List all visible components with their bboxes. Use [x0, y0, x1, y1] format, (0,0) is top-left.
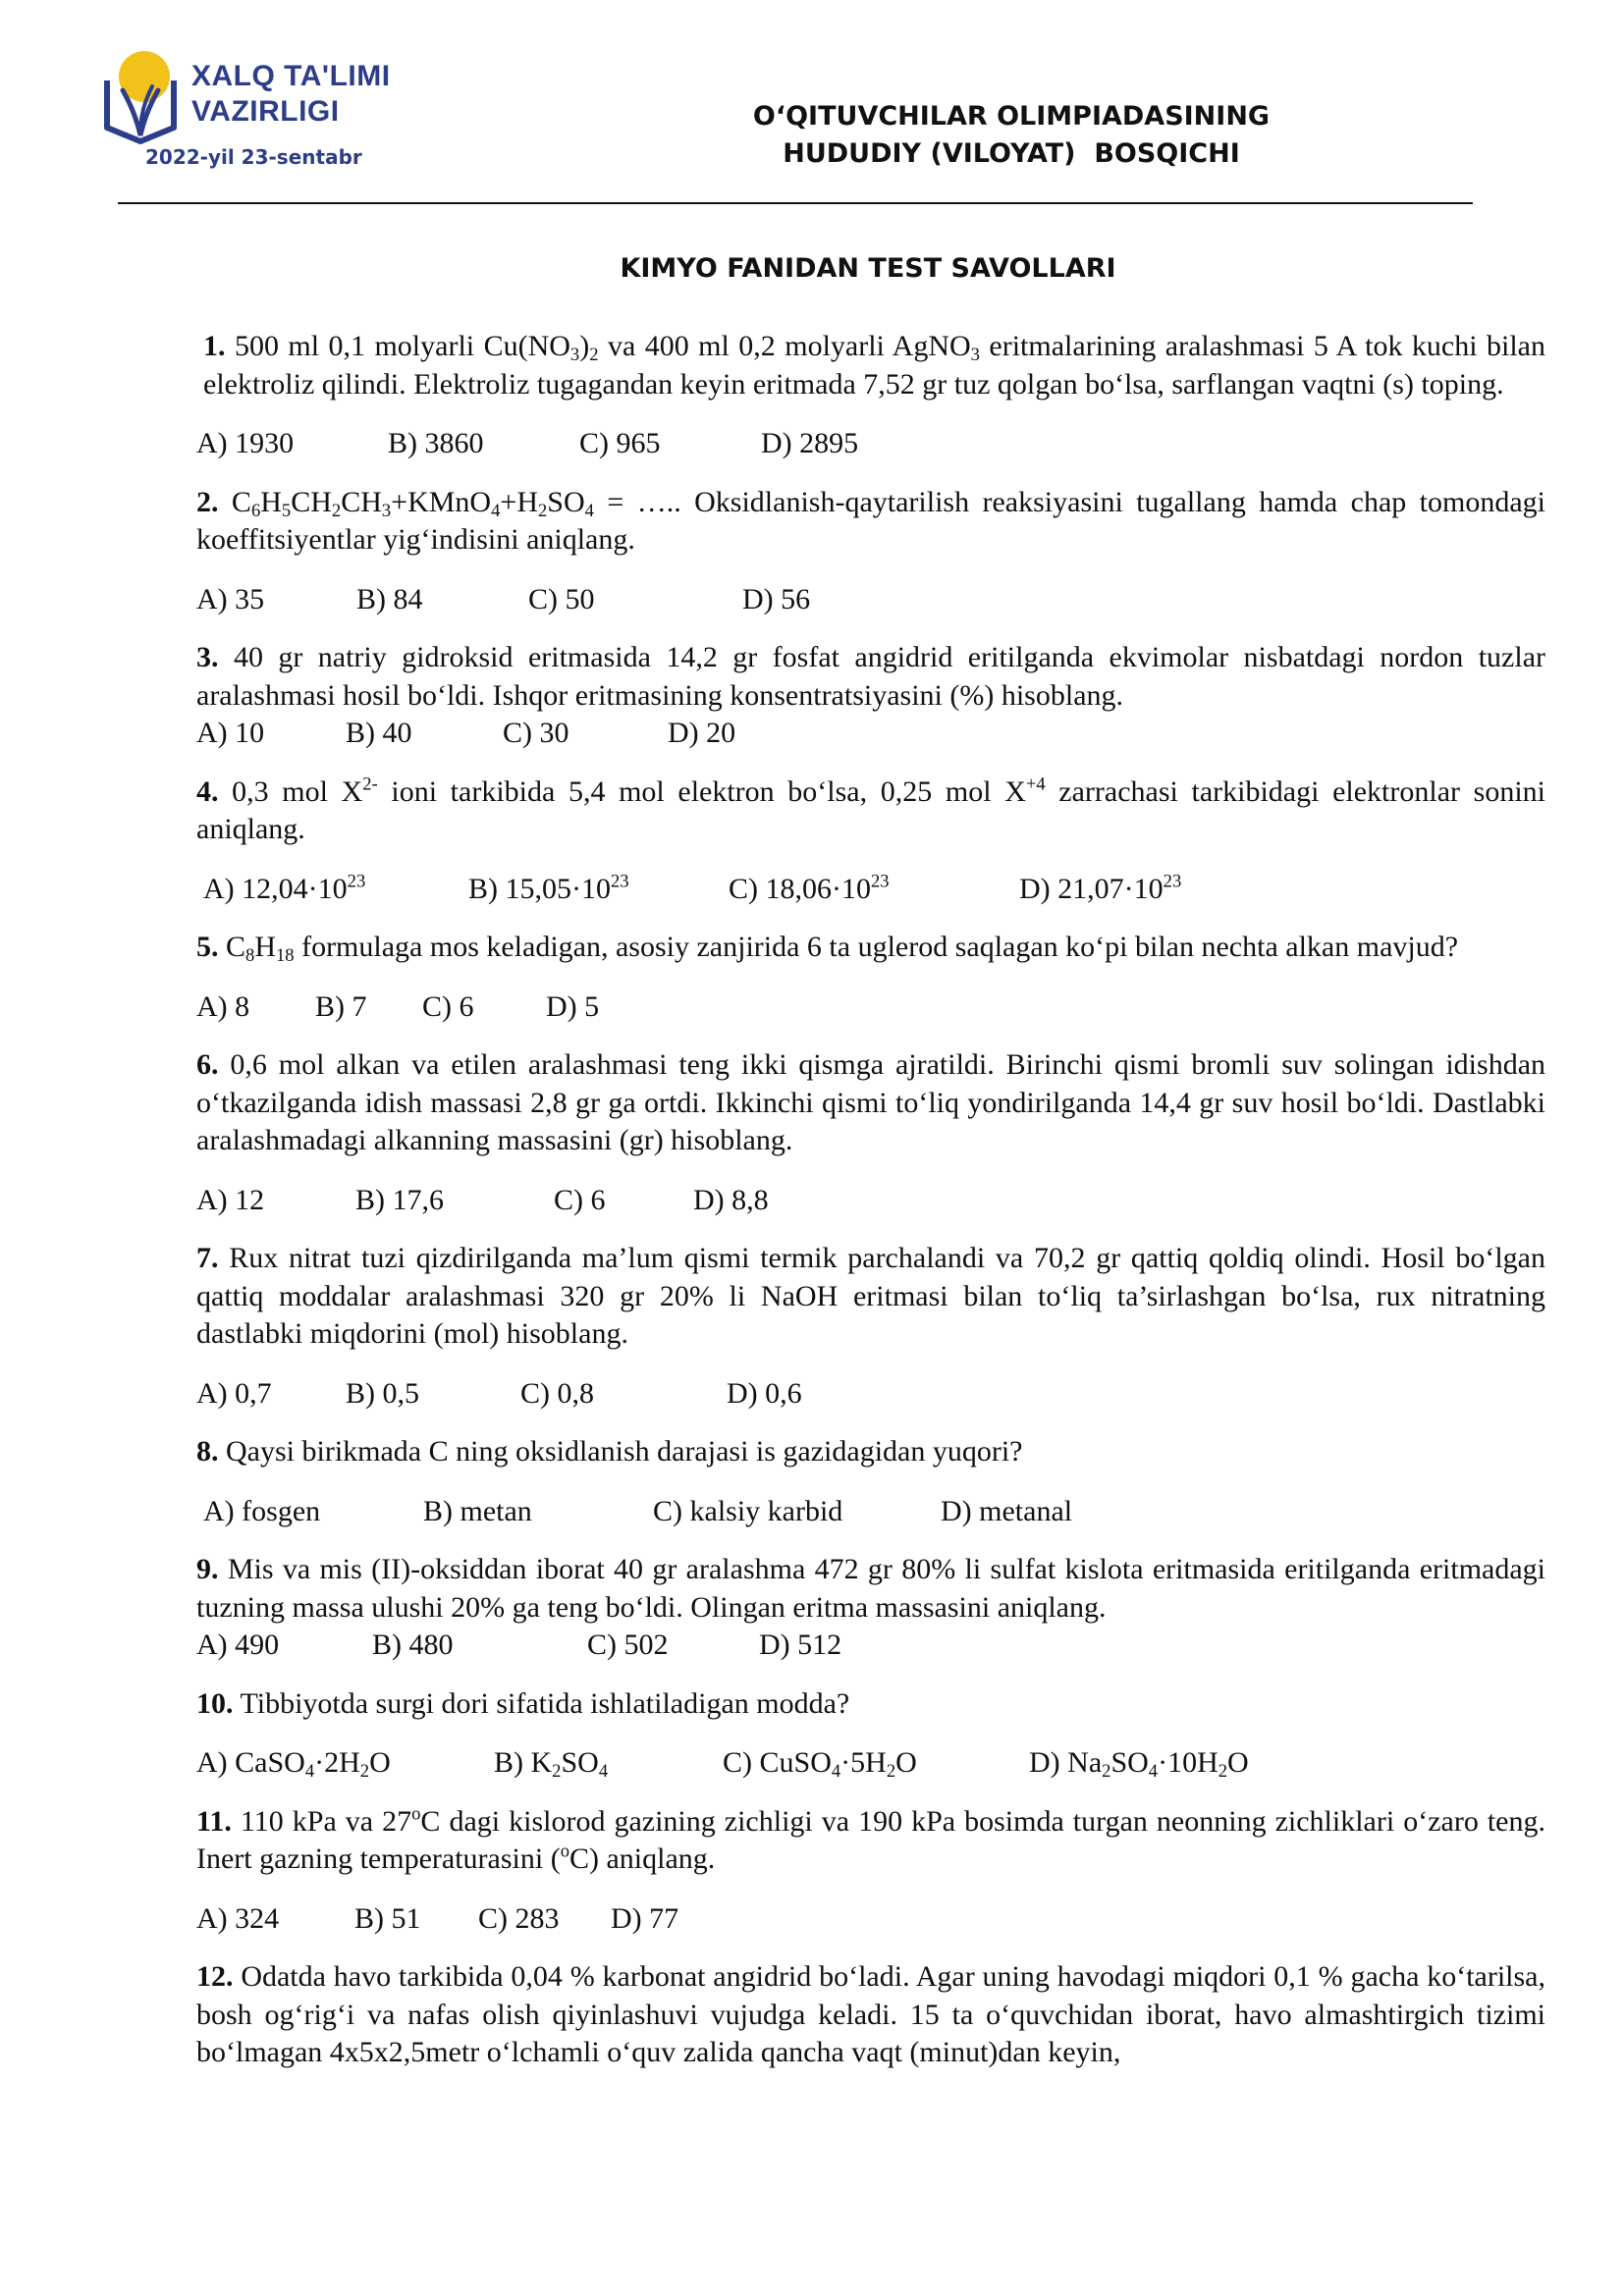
answer-option-a: A) 10	[196, 717, 265, 749]
answer-option-c: C) 6	[554, 1183, 606, 1216]
question-body: Rux nitrat tuzi qizdirilganda ma’lum qismi termik parchalandi va 70,2 gr qattiq qoldiq olindi. Hosil bo‘lgan qattiq moddalar aralashmasi 320 gr 20% li NaOH eritmasi bilan to‘liq ta’sirlashgan bo‘lsa, rux nitratning dastlabki miqdorini (mol) hisoblang.	[196, 1242, 1545, 1350]
answer-option-c: C) 30	[503, 717, 569, 749]
question-body: $C_8H_{18}$ formulaga mos keladigan, asosiy zanjirida 6 ta uglerod saqlagan ko‘pi bilan nechta alkan mavjud?	[226, 931, 1459, 967]
answer-option-b: B) $K_2SO_4$	[494, 1746, 609, 1783]
event-title-line-2: HUDUDIY (VILOYAT) BOSQICHI	[783, 138, 1240, 169]
question-body: 40 gr natriy gidroksid eritmasida 14,2 gr fosfat angidrid eritilganda ekvimolar nisbatdagi nordon tuzlar aralashmasi hosil bo‘ldi. Ishqor eritmasining konsentratsiyasini (%) hisoblang.	[196, 641, 1545, 712]
document-title: KIMYO FANIDAN TEST SAVOLLARI	[620, 253, 1116, 284]
question-body: Qaysi birikmada C ning oksidlanish darajasi is gazidagidan yuqori?	[226, 1435, 1023, 1468]
answer-option-b: B) 0,5	[346, 1376, 419, 1410]
answer-option-a: A) 8	[196, 989, 250, 1023]
question-body: Mis va mis (II)-oksiddan iborat 40 gr aralashma 472 gr 80% li sulfat kislota eritmasida eritilganda eritmadagi tuzning massa ulushi 20% ga teng bo‘ldi. Olingan eritma massasini aniqlang.	[196, 1553, 1546, 1624]
answer-option-a: A) $CaSO_4\cdot 2H_2O$	[196, 1746, 391, 1783]
answer-option-d: D) 0,6	[727, 1376, 802, 1410]
question-6	[196, 1046, 1545, 1219]
answer-option-b: B) 84	[356, 582, 423, 615]
answer-option-a: A) 1930	[196, 427, 295, 459]
question-10	[196, 1685, 1545, 1783]
question-text	[196, 1433, 1545, 1471]
answer-option-c: C) $CuSO_4\cdot 5H_2O$	[723, 1746, 917, 1783]
answer-option-b: B) metan	[423, 1494, 532, 1527]
event-date: 2022-yil 23-sentabr	[145, 145, 362, 169]
question-text	[196, 1240, 1545, 1354]
question-number: 1.	[203, 330, 226, 362]
answer-option-d: D) 8,8	[693, 1183, 769, 1216]
answer-option-a: A) fosgen	[203, 1494, 321, 1527]
question-number: 5.	[196, 931, 219, 963]
answer-options	[196, 1182, 1545, 1220]
answer-option-d: D) 77	[611, 1901, 679, 1935]
question-9	[196, 1551, 1545, 1665]
question-number: 11.	[196, 1804, 232, 1838]
answer-option-c: C) 965	[579, 427, 661, 459]
question-7	[196, 1240, 1545, 1413]
question-body: 0,3 mol $X^{2-}$ ioni tarkibida 5,4 mol elektron bo‘lsa, 0,25 mol $X^{+4}$ zarrachasi tarkibidagi elektronlar sonini aniqlang.	[196, 773, 1545, 845]
question-body: Tibbiyotda surgi dori sifatida ishlatiladigan modda?	[240, 1686, 850, 1720]
answer-option-c: C) $18,06\cdot 10^{23}$	[729, 870, 890, 905]
question-list	[196, 328, 1545, 2072]
ministry-name-line-1: XALQ TA'LIMI	[191, 60, 391, 92]
question-number: 2.	[196, 485, 219, 518]
question-body: $C_6H_5CH_2CH_3+KMnO_4+H_2SO_4$ = ….. Oksidlanish-qaytarilish reaksiyasini tugallang hamda chap tomondagi koeffitsiyentlar yig‘indisini aniqlang.	[196, 485, 1545, 556]
event-title-line-1: O‘QITUVCHILAR OLIMPIADASINING	[752, 101, 1271, 132]
question-number: 10.	[196, 1686, 234, 1720]
question-2	[196, 484, 1545, 619]
question-3	[196, 639, 1545, 753]
answer-option-a: A) 324	[196, 1901, 280, 1935]
answer-option-a: A) 0,7	[196, 1376, 272, 1410]
answer-option-d: D) 56	[742, 582, 811, 615]
question-5	[196, 929, 1545, 1026]
question-number: 12.	[196, 1960, 234, 1993]
answer-options	[196, 425, 1545, 463]
answer-options	[196, 988, 1545, 1027]
page-header	[0, 0, 1624, 226]
ministry-name	[191, 59, 391, 130]
question-body: 500 ml 0,1 molyarli $Cu(NO_3)_2$ va 400 ml 0,2 molyarli AgNO$_3$ eritmalarining aralashmasi 5 A tok kuchi bilan elektroliz qilindi. Elektroliz tugagandan keyin eritmada 7,52 gr tuz qolgan bo‘lsa, sarflangan vaqtni (s) toping.	[203, 330, 1545, 400]
answer-options	[196, 1744, 1545, 1783]
answer-option-b: B) $15,05\cdot 10^{23}$	[468, 870, 629, 905]
question-body: 110 kPa va 27$^o$C dagi kislorod gazining zichligi va 190 kPa bosimda turgan neonning zichliklari o‘zaro teng. Inert gazning temperaturasini ($^o$C) aniqlang.	[196, 1802, 1545, 1875]
answer-options	[196, 871, 1545, 909]
question-text	[196, 774, 1545, 849]
question-number: 9.	[196, 1553, 219, 1585]
question-text	[196, 328, 1545, 403]
answer-option-d: D) 512	[759, 1629, 842, 1661]
question-text	[196, 1958, 1545, 2072]
question-1	[196, 328, 1545, 463]
answer-option-a: A) 12	[196, 1183, 265, 1216]
answer-option-d: D) $Na_2SO_4\cdot 10H_2O$	[1029, 1746, 1249, 1783]
answer-options	[196, 1375, 1545, 1414]
answer-option-b: B) 480	[372, 1629, 454, 1661]
answer-option-a: A) 35	[196, 582, 265, 615]
ministry-logo	[101, 47, 396, 145]
answer-option-d: D) 2895	[761, 427, 859, 459]
answer-options	[196, 581, 1545, 619]
question-number: 8.	[196, 1435, 219, 1468]
question-body: 0,6 mol alkan va etilen aralashmasi teng ikki qismga ajratildi. Birinchi qismi bromli suv solingan idishdan o‘tkazilganda idish massasi 2,8 gr ga ortdi. Ikkinchi qismi to‘liq yondirilganda 14,4 gr suv hosil bo‘ldi. Dastlabki aralashmadagi alkanning massasini (gr) hisoblang.	[196, 1048, 1546, 1156]
answer-option-a: A) 490	[196, 1629, 280, 1661]
question-number: 6.	[196, 1048, 219, 1081]
question-4	[196, 774, 1545, 909]
event-title	[687, 98, 1335, 173]
answer-option-d: D) 5	[546, 989, 600, 1023]
answer-options	[196, 1900, 1545, 1939]
answer-option-b: B) 40	[346, 717, 412, 749]
answer-option-a: A) $12,04\cdot 10^{23}$	[203, 870, 366, 905]
question-text	[196, 639, 1545, 715]
header-divider	[118, 202, 1473, 204]
answer-option-b: B) 7	[315, 989, 367, 1023]
ministry-name-line-2: VAZIRLIGI	[191, 95, 340, 128]
question-text	[196, 1551, 1545, 1627]
answer-option-d: D) metanal	[941, 1494, 1073, 1527]
answer-options	[196, 715, 1545, 753]
answer-options	[196, 1627, 1545, 1665]
question-text	[196, 1046, 1545, 1160]
answer-option-b: B) 17,6	[355, 1183, 444, 1216]
question-12	[196, 1958, 1545, 2072]
answer-option-d: D) $21,07\cdot 10^{23}$	[1019, 870, 1182, 905]
answer-option-b: B) 51	[354, 1901, 421, 1935]
question-number: 7.	[196, 1242, 219, 1274]
question-text	[196, 484, 1545, 560]
question-8	[196, 1433, 1545, 1530]
answer-option-c: C) 50	[528, 582, 595, 615]
answer-options	[196, 1493, 1545, 1531]
question-text	[196, 1685, 1545, 1724]
question-number: 4.	[196, 774, 219, 808]
question-body: Odatda havo tarkibida 0,04 % karbonat angidrid bo‘ladi. Agar uning havodagi miqdori 0,1 % gacha ko‘tarilsa, bosh og‘rig‘i va nafas olish qiyinlashuvi vujudga keladi. 15 ta o‘quvchidan iborat, havo almashtirgich tizimi bo‘lmagan 4x5x2,5metr o‘lchamli o‘quv zalida qancha vaqt (minut)dan keyin,	[196, 1960, 1545, 2068]
answer-option-d: D) 20	[668, 717, 736, 749]
question-11	[196, 1803, 1545, 1939]
question-number: 3.	[196, 641, 219, 673]
answer-option-c: C) 6	[422, 989, 474, 1023]
answer-option-c: C) 0,8	[520, 1376, 594, 1410]
question-text	[196, 1803, 1545, 1879]
ministry-emblem-icon	[101, 47, 180, 145]
answer-option-c: C) 502	[587, 1629, 669, 1661]
answer-option-c: C) kalsiy karbid	[653, 1494, 843, 1527]
answer-option-b: B) 3860	[388, 427, 484, 459]
answer-option-c: C) 283	[478, 1901, 560, 1935]
question-text	[196, 929, 1545, 967]
